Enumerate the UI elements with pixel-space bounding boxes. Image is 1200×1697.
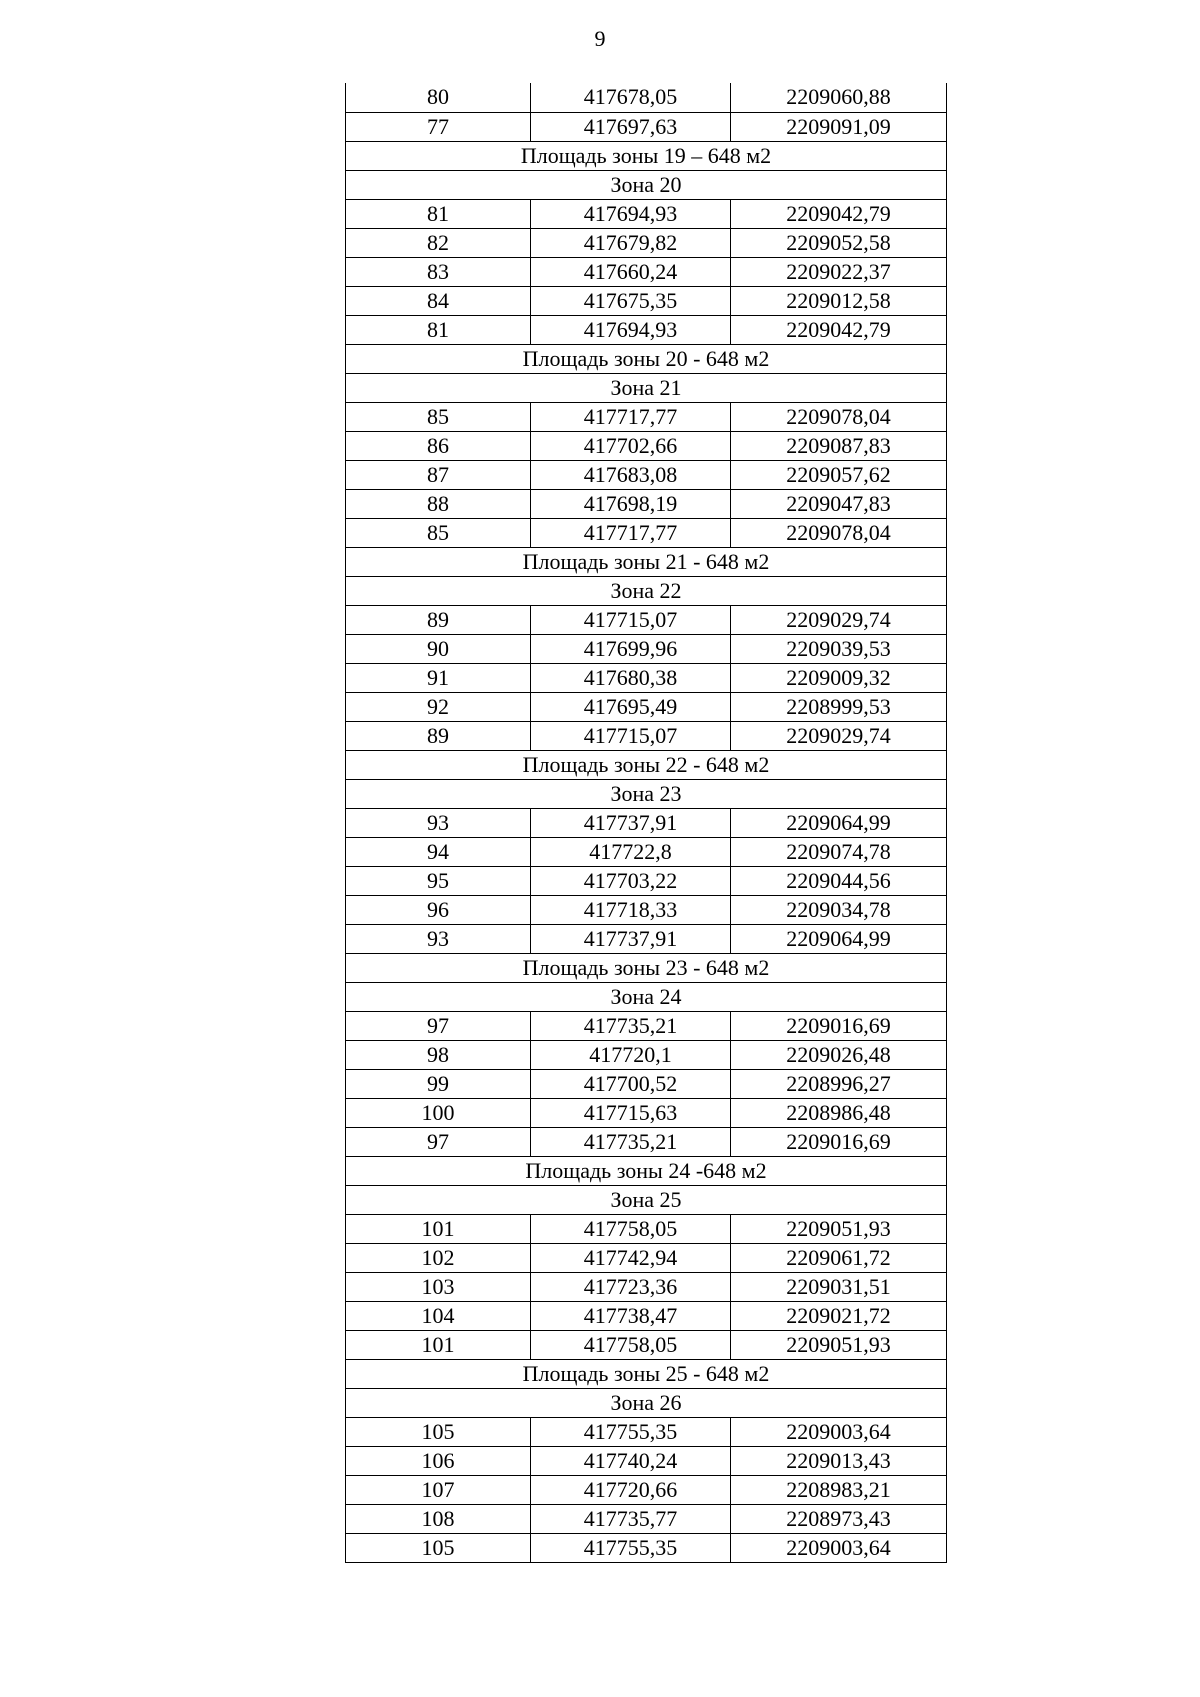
y-coordinate-cell: 2209022,37 [731, 257, 947, 286]
point-number-cell: 101 [346, 1214, 531, 1243]
point-number-cell: 105 [346, 1533, 531, 1562]
point-number-cell: 80 [346, 83, 531, 112]
point-number-cell: 92 [346, 692, 531, 721]
y-coordinate-cell: 2209078,04 [731, 402, 947, 431]
point-number-cell: 85 [346, 402, 531, 431]
coordinate-row [346, 431, 947, 460]
coordinate-row [346, 1417, 947, 1446]
y-coordinate-cell: 2209047,83 [731, 489, 947, 518]
y-coordinate-cell: 2209064,99 [731, 808, 947, 837]
x-coordinate-cell: 417697,63 [531, 112, 731, 141]
y-coordinate-cell: 2209051,93 [731, 1330, 947, 1359]
x-coordinate-cell: 417735,21 [531, 1127, 731, 1156]
coordinate-row [346, 1011, 947, 1040]
zone-area-row [346, 750, 947, 779]
point-number-cell: 81 [346, 199, 531, 228]
x-coordinate-cell: 417755,35 [531, 1533, 731, 1562]
coordinate-row [346, 692, 947, 721]
coordinate-row [346, 808, 947, 837]
point-number-cell: 88 [346, 489, 531, 518]
y-coordinate-cell: 2209021,72 [731, 1301, 947, 1330]
coordinate-row [346, 634, 947, 663]
point-number-cell: 98 [346, 1040, 531, 1069]
coordinate-row [346, 460, 947, 489]
point-number-cell: 86 [346, 431, 531, 460]
y-coordinate-cell: 2209074,78 [731, 837, 947, 866]
x-coordinate-cell: 417694,93 [531, 315, 731, 344]
coordinate-row [346, 1069, 947, 1098]
x-coordinate-cell: 417735,77 [531, 1504, 731, 1533]
y-coordinate-cell: 2209078,04 [731, 518, 947, 547]
point-number-cell: 104 [346, 1301, 531, 1330]
coordinate-row [346, 924, 947, 953]
x-coordinate-cell: 417680,38 [531, 663, 731, 692]
point-number-cell: 106 [346, 1446, 531, 1475]
y-coordinate-cell: 2209009,32 [731, 663, 947, 692]
point-number-cell: 89 [346, 605, 531, 634]
coordinate-row [346, 1446, 947, 1475]
y-coordinate-cell: 2209012,58 [731, 286, 947, 315]
coordinate-row [346, 1475, 947, 1504]
coordinate-row [346, 286, 947, 315]
zone-header-row [346, 982, 947, 1011]
zone-header-row [346, 1185, 947, 1214]
coordinate-row [346, 83, 947, 112]
x-coordinate-cell: 417742,94 [531, 1243, 731, 1272]
point-number-cell: 94 [346, 837, 531, 866]
y-coordinate-cell: 2208983,21 [731, 1475, 947, 1504]
y-coordinate-cell: 2208973,43 [731, 1504, 947, 1533]
coordinate-row [346, 721, 947, 750]
y-coordinate-cell: 2209042,79 [731, 199, 947, 228]
y-coordinate-cell: 2209034,78 [731, 895, 947, 924]
zone-area-row [346, 141, 947, 170]
point-number-cell: 101 [346, 1330, 531, 1359]
point-number-cell: 97 [346, 1011, 531, 1040]
coordinate-row [346, 489, 947, 518]
x-coordinate-cell: 417722,8 [531, 837, 731, 866]
x-coordinate-cell: 417738,47 [531, 1301, 731, 1330]
point-number-cell: 82 [346, 228, 531, 257]
y-coordinate-cell: 2209060,88 [731, 83, 947, 112]
coordinate-row [346, 1243, 947, 1272]
y-coordinate-cell: 2209051,93 [731, 1214, 947, 1243]
zone-area-cell: Площадь зоны 25 - 648 м2 [346, 1359, 947, 1388]
y-coordinate-cell: 2209091,09 [731, 112, 947, 141]
y-coordinate-cell: 2208986,48 [731, 1098, 947, 1127]
point-number-cell: 103 [346, 1272, 531, 1301]
x-coordinate-cell: 417720,66 [531, 1475, 731, 1504]
point-number-cell: 102 [346, 1243, 531, 1272]
zone-title-cell: Зона 20 [346, 170, 947, 199]
x-coordinate-cell: 417720,1 [531, 1040, 731, 1069]
point-number-cell: 99 [346, 1069, 531, 1098]
zone-title-cell: Зона 21 [346, 373, 947, 402]
zone-area-cell: Площадь зоны 21 - 648 м2 [346, 547, 947, 576]
y-coordinate-cell: 2209003,64 [731, 1533, 947, 1562]
zone-header-row [346, 576, 947, 605]
x-coordinate-cell: 417715,07 [531, 605, 731, 634]
zone-title-cell: Зона 23 [346, 779, 947, 808]
zone-header-row [346, 779, 947, 808]
zone-title-cell: Зона 25 [346, 1185, 947, 1214]
y-coordinate-cell: 2209042,79 [731, 315, 947, 344]
y-coordinate-cell: 2209052,58 [731, 228, 947, 257]
coordinate-row [346, 315, 947, 344]
zone-header-row [346, 373, 947, 402]
point-number-cell: 107 [346, 1475, 531, 1504]
point-number-cell: 108 [346, 1504, 531, 1533]
y-coordinate-cell: 2208996,27 [731, 1069, 947, 1098]
coordinate-row [346, 663, 947, 692]
zone-title-cell: Зона 22 [346, 576, 947, 605]
x-coordinate-cell: 417715,07 [531, 721, 731, 750]
point-number-cell: 97 [346, 1127, 531, 1156]
coordinate-row [346, 1301, 947, 1330]
coordinate-row [346, 605, 947, 634]
coordinate-row [346, 402, 947, 431]
zone-area-cell: Площадь зоны 22 - 648 м2 [346, 750, 947, 779]
y-coordinate-cell: 2209087,83 [731, 431, 947, 460]
y-coordinate-cell: 2209016,69 [731, 1011, 947, 1040]
y-coordinate-cell: 2208999,53 [731, 692, 947, 721]
coordinate-row [346, 228, 947, 257]
x-coordinate-cell: 417694,93 [531, 199, 731, 228]
y-coordinate-cell: 2209057,62 [731, 460, 947, 489]
y-coordinate-cell: 2209031,51 [731, 1272, 947, 1301]
coordinate-row [346, 1330, 947, 1359]
zone-area-row [346, 547, 947, 576]
x-coordinate-cell: 417660,24 [531, 257, 731, 286]
zone-area-row [346, 953, 947, 982]
point-number-cell: 90 [346, 634, 531, 663]
x-coordinate-cell: 417695,49 [531, 692, 731, 721]
x-coordinate-cell: 417755,35 [531, 1417, 731, 1446]
coordinates-table-body [346, 83, 947, 1562]
coordinate-row [346, 1533, 947, 1562]
y-coordinate-cell: 2209039,53 [731, 634, 947, 663]
x-coordinate-cell: 417737,91 [531, 808, 731, 837]
point-number-cell: 105 [346, 1417, 531, 1446]
x-coordinate-cell: 417699,96 [531, 634, 731, 663]
x-coordinate-cell: 417678,05 [531, 83, 731, 112]
point-number-cell: 95 [346, 866, 531, 895]
zone-area-row [346, 344, 947, 373]
x-coordinate-cell: 417679,82 [531, 228, 731, 257]
x-coordinate-cell: 417735,21 [531, 1011, 731, 1040]
zone-header-row [346, 1388, 947, 1417]
x-coordinate-cell: 417717,77 [531, 402, 731, 431]
coordinate-row [346, 518, 947, 547]
x-coordinate-cell: 417675,35 [531, 286, 731, 315]
y-coordinate-cell: 2209064,99 [731, 924, 947, 953]
coordinate-row [346, 866, 947, 895]
zone-title-cell: Зона 26 [346, 1388, 947, 1417]
point-number-cell: 87 [346, 460, 531, 489]
x-coordinate-cell: 417758,05 [531, 1330, 731, 1359]
point-number-cell: 77 [346, 112, 531, 141]
x-coordinate-cell: 417700,52 [531, 1069, 731, 1098]
y-coordinate-cell: 2209061,72 [731, 1243, 947, 1272]
coordinate-row [346, 112, 947, 141]
coordinate-row [346, 1127, 947, 1156]
x-coordinate-cell: 417718,33 [531, 895, 731, 924]
page-number: 9 [594, 26, 606, 51]
x-coordinate-cell: 417758,05 [531, 1214, 731, 1243]
y-coordinate-cell: 2209013,43 [731, 1446, 947, 1475]
x-coordinate-cell: 417703,22 [531, 866, 731, 895]
x-coordinate-cell: 417717,77 [531, 518, 731, 547]
x-coordinate-cell: 417702,66 [531, 431, 731, 460]
x-coordinate-cell: 417715,63 [531, 1098, 731, 1127]
coordinate-row [346, 1214, 947, 1243]
zone-area-cell: Площадь зоны 20 - 648 м2 [346, 344, 947, 373]
point-number-cell: 96 [346, 895, 531, 924]
coordinate-row [346, 1272, 947, 1301]
coordinate-row [346, 837, 947, 866]
x-coordinate-cell: 417698,19 [531, 489, 731, 518]
coordinate-row [346, 1504, 947, 1533]
point-number-cell: 100 [346, 1098, 531, 1127]
y-coordinate-cell: 2209016,69 [731, 1127, 947, 1156]
x-coordinate-cell: 417740,24 [531, 1446, 731, 1475]
x-coordinate-cell: 417737,91 [531, 924, 731, 953]
y-coordinate-cell: 2209044,56 [731, 866, 947, 895]
zone-area-cell: Площадь зоны 23 - 648 м2 [346, 953, 947, 982]
zone-area-cell: Площадь зоны 19 – 648 м2 [346, 141, 947, 170]
coordinate-row [346, 895, 947, 924]
coordinate-row [346, 257, 947, 286]
point-number-cell: 84 [346, 286, 531, 315]
y-coordinate-cell: 2209003,64 [731, 1417, 947, 1446]
coordinate-row [346, 199, 947, 228]
point-number-cell: 93 [346, 808, 531, 837]
zone-area-cell: Площадь зоны 24 -648 м2 [346, 1156, 947, 1185]
y-coordinate-cell: 2209029,74 [731, 605, 947, 634]
zone-area-row [346, 1156, 947, 1185]
point-number-cell: 81 [346, 315, 531, 344]
zone-title-cell: Зона 24 [346, 982, 947, 1011]
point-number-cell: 89 [346, 721, 531, 750]
x-coordinate-cell: 417683,08 [531, 460, 731, 489]
y-coordinate-cell: 2209029,74 [731, 721, 947, 750]
point-number-cell: 85 [346, 518, 531, 547]
zone-header-row [346, 170, 947, 199]
zone-area-row [346, 1359, 947, 1388]
coordinates-table [345, 83, 947, 1563]
point-number-cell: 83 [346, 257, 531, 286]
coordinate-row [346, 1098, 947, 1127]
x-coordinate-cell: 417723,36 [531, 1272, 731, 1301]
y-coordinate-cell: 2209026,48 [731, 1040, 947, 1069]
point-number-cell: 91 [346, 663, 531, 692]
point-number-cell: 93 [346, 924, 531, 953]
coordinate-row [346, 1040, 947, 1069]
